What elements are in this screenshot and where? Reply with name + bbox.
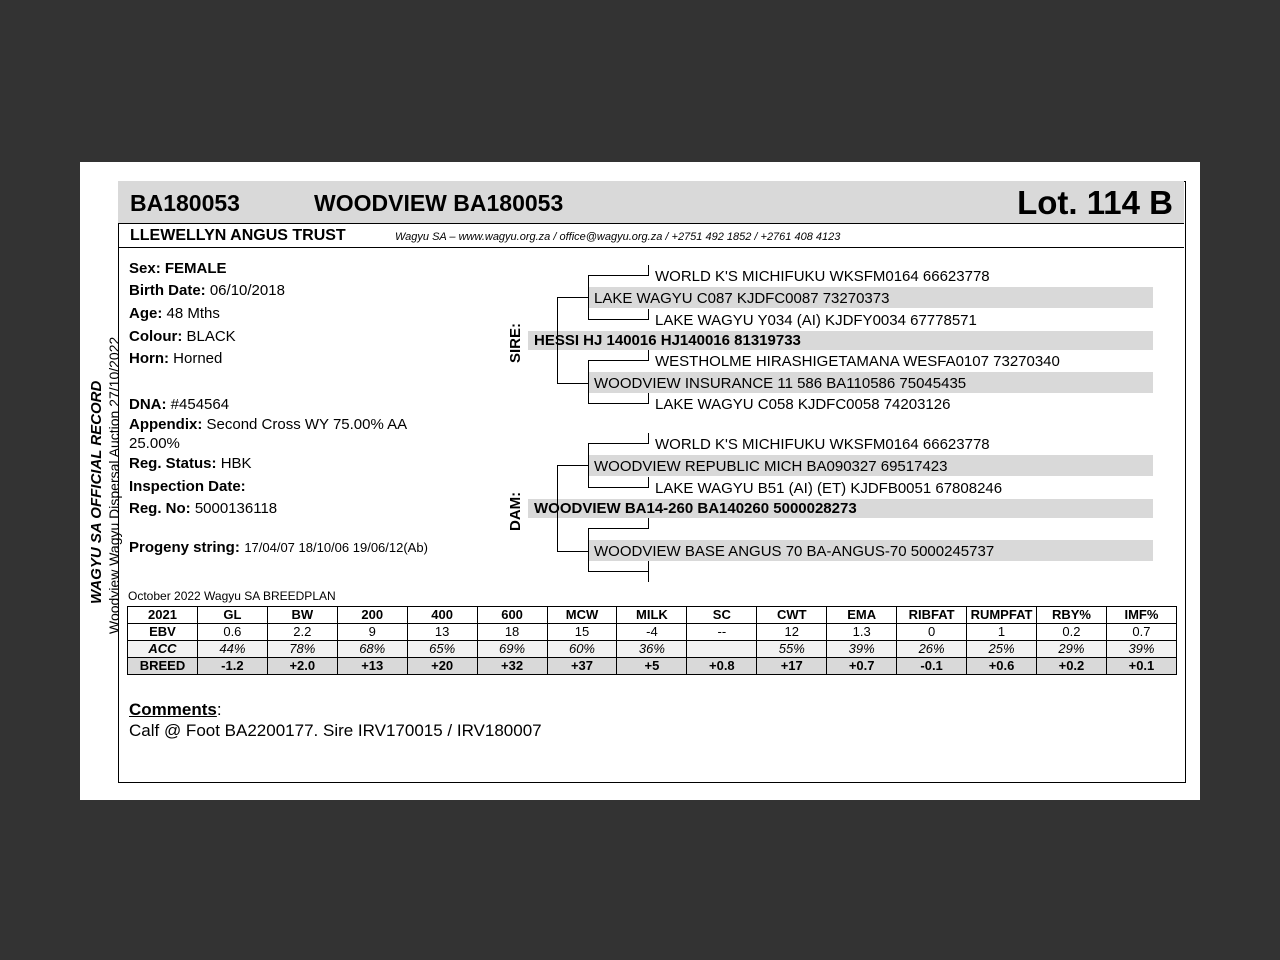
table-row-ebv: [128, 624, 1177, 641]
comments-heading: [129, 700, 222, 720]
table-cell: 36%: [617, 641, 687, 658]
inspection-date-label: Inspection Date:: [129, 478, 246, 495]
auction-label: Woodview Wagyu Dispersal Auction 27/10/2022: [106, 336, 122, 634]
dam-sire-sire: WORLD K'S MICHIFUKU WKSFM0164 66623778: [655, 436, 990, 453]
connector: [648, 265, 649, 276]
table-cell: ACC: [128, 641, 198, 658]
table-cell: 0.6: [197, 624, 267, 641]
sire-label: SIRE:: [507, 322, 524, 363]
table-cell: 1: [967, 624, 1037, 641]
table-cell: 69%: [477, 641, 547, 658]
age-field: [129, 305, 220, 322]
connector: [588, 443, 649, 444]
dam-label: DAM:: [507, 491, 524, 531]
table-cell: 13: [407, 624, 477, 641]
sire-sire-sire: WORLD K'S MICHIFUKU WKSFM0164 66623778: [655, 268, 990, 285]
reg-status-field: [129, 455, 252, 472]
table-cell: [687, 641, 757, 658]
table-cell: GL: [197, 607, 267, 624]
connector: [648, 350, 649, 361]
official-record-label: WAGYU SA OFFICIAL RECORD: [88, 380, 105, 604]
sire-sire-dam: LAKE WAGYU Y034 (AI) KJDFY0034 67778571: [655, 312, 977, 329]
connector: [588, 443, 589, 488]
birth-date-field: [129, 282, 285, 299]
connector: [588, 571, 649, 572]
table-cell: +0.7: [827, 658, 897, 675]
connector: [648, 433, 649, 444]
connector: [588, 403, 649, 404]
connector: [557, 551, 588, 552]
sire-dam-dam: LAKE WAGYU C058 KJDFC0058 74203126: [655, 396, 951, 413]
connector: [648, 309, 649, 320]
table-cell: EBV: [128, 624, 198, 641]
table-cell: RUMPFAT: [967, 607, 1037, 624]
table-cell: RBY%: [1036, 607, 1106, 624]
colour-field: [129, 328, 236, 345]
table-cell: 78%: [267, 641, 337, 658]
horn-value: Horned: [173, 350, 223, 367]
sire-name: HESSI HJ 140016 HJ140016 81319733: [534, 332, 801, 349]
progeny-label: Progeny string:: [129, 539, 240, 556]
connector: [557, 383, 588, 384]
table-cell: +37: [547, 658, 617, 675]
reg-no-label: Reg. No:: [129, 500, 191, 517]
table-cell: +2.0: [267, 658, 337, 675]
table-cell: 9: [337, 624, 407, 641]
dam-name: WOODVIEW BA14-260 BA140260 5000028273: [534, 500, 857, 517]
comments-text: Calf @ Foot BA2200177. Sire IRV170015 / IRV180007: [129, 721, 542, 740]
reg-status-label: Reg. Status:: [129, 455, 217, 472]
table-cell: CWT: [757, 607, 827, 624]
dna-value: #454564: [170, 396, 230, 413]
table-cell: 26%: [897, 641, 967, 658]
table-cell: +0.6: [967, 658, 1037, 675]
table-cell: 2.2: [267, 624, 337, 641]
animal-name: WOODVIEW BA180053: [314, 190, 564, 216]
appendix-value: Second Cross WY 75.00% AA: [206, 416, 408, 433]
table-cell: MCW: [547, 607, 617, 624]
appendix-value-cont: 25.00%: [129, 435, 180, 452]
connector: [588, 275, 589, 320]
dam-sire: WOODVIEW REPUBLIC MICH BA090327 69517423: [594, 458, 948, 475]
horn-field: [129, 350, 222, 367]
birth-date-label: Birth Date:: [129, 282, 206, 299]
dna-field: [129, 396, 229, 413]
lot-number: Lot. 114 B: [1017, 184, 1173, 221]
table-cell: 55%: [757, 641, 827, 658]
connector: [588, 528, 649, 529]
table-header-row: [128, 607, 1177, 624]
table-cell: 1.3: [827, 624, 897, 641]
table-cell: 25%: [967, 641, 1037, 658]
connector: [588, 528, 589, 572]
connector: [648, 393, 649, 404]
table-cell: BREED: [128, 658, 198, 675]
table-cell: 400: [407, 607, 477, 624]
table-cell: -4: [617, 624, 687, 641]
age-value: 48 Mths: [166, 305, 220, 322]
dna-label: DNA:: [129, 396, 167, 413]
reg-status-value: HBK: [220, 455, 252, 472]
table-cell: +17: [757, 658, 827, 675]
connector: [648, 561, 649, 582]
comments-colon: :: [216, 700, 222, 719]
connector: [588, 319, 649, 320]
connector: [588, 360, 649, 361]
connector: [648, 518, 649, 529]
progeny-field: [129, 539, 428, 557]
table-cell: 0.7: [1106, 624, 1176, 641]
reg-no-value: 5000136118: [194, 500, 278, 517]
table-cell: 15: [547, 624, 617, 641]
connector: [588, 275, 649, 276]
table-cell: 200: [337, 607, 407, 624]
table-cell: +13: [337, 658, 407, 675]
table-cell: -1.2: [197, 658, 267, 675]
age-label: Age:: [129, 305, 163, 322]
table-cell: -0.1: [897, 658, 967, 675]
sire-dam-sire: WESTHOLME HIRASHIGETAMANA WESFA0107 73270340: [655, 353, 1060, 370]
table-cell: +5: [617, 658, 687, 675]
table-cell: 600: [477, 607, 547, 624]
breedplan-caption: October 2022 Wagyu SA BREEDPLAN: [128, 589, 336, 603]
progeny-value: 17/04/07 18/10/06 19/06/12(Ab): [244, 540, 428, 555]
table-cell: 0.2: [1036, 624, 1106, 641]
connector: [588, 487, 649, 488]
table-cell: +20: [407, 658, 477, 675]
table-cell: 29%: [1036, 641, 1106, 658]
table-cell: 60%: [547, 641, 617, 658]
record-frame: [118, 181, 1186, 783]
sex-field: Sex: FEMALE: [129, 260, 227, 277]
table-cell: 18: [477, 624, 547, 641]
table-cell: +0.1: [1106, 658, 1176, 675]
colour-value: BLACK: [186, 328, 236, 345]
dam-sire-dam: LAKE WAGYU B51 (AI) (ET) KJDFB0051 67808246: [655, 480, 1003, 497]
table-cell: BW: [267, 607, 337, 624]
table-cell: 44%: [197, 641, 267, 658]
owner-name: LLEWELLYN ANGUS TRUST: [130, 227, 346, 244]
table-cell: RIBFAT: [897, 607, 967, 624]
breedplan-table: [127, 606, 1177, 675]
birth-date-value: 06/10/2018: [209, 282, 285, 299]
appendix-label: Appendix:: [129, 416, 203, 433]
sire-sire: LAKE WAGYU C087 KJDFC0087 73270373: [594, 290, 890, 307]
reg-no-field: [129, 500, 277, 517]
animal-id: BA180053: [130, 190, 240, 216]
table-cell: +0.8: [687, 658, 757, 675]
horn-label: Horn:: [129, 350, 169, 367]
table-cell: +32: [477, 658, 547, 675]
table-cell: EMA: [827, 607, 897, 624]
contact-info: Wagyu SA – www.wagyu.org.za / office@wagyu.org.za / +2751 492 1852 / +2761 408 4123: [395, 231, 841, 243]
connector: [588, 360, 589, 404]
table-cell: 68%: [337, 641, 407, 658]
table-row-breed: [128, 658, 1177, 675]
table-cell: 0: [897, 624, 967, 641]
table-cell: MILK: [617, 607, 687, 624]
table-cell: +0.2: [1036, 658, 1106, 675]
table-cell: SC: [687, 607, 757, 624]
sire-dam: WOODVIEW INSURANCE 11 586 BA110586 75045435: [594, 375, 967, 392]
table-cell: 12: [757, 624, 827, 641]
table-cell: --: [687, 624, 757, 641]
connector: [557, 297, 588, 298]
colour-label: Colour:: [129, 328, 183, 345]
table-cell: 2021: [128, 607, 198, 624]
table-cell: IMF%: [1106, 607, 1176, 624]
comments-label: Comments: [129, 700, 217, 719]
appendix-field: [129, 416, 407, 433]
table-row-acc: [128, 641, 1177, 658]
table-cell: 39%: [1106, 641, 1176, 658]
table-cell: 39%: [827, 641, 897, 658]
dam-dam: WOODVIEW BASE ANGUS 70 BA-ANGUS-70 5000245737: [594, 543, 995, 560]
connector: [557, 465, 588, 466]
connector: [648, 477, 649, 488]
table-cell: 65%: [407, 641, 477, 658]
